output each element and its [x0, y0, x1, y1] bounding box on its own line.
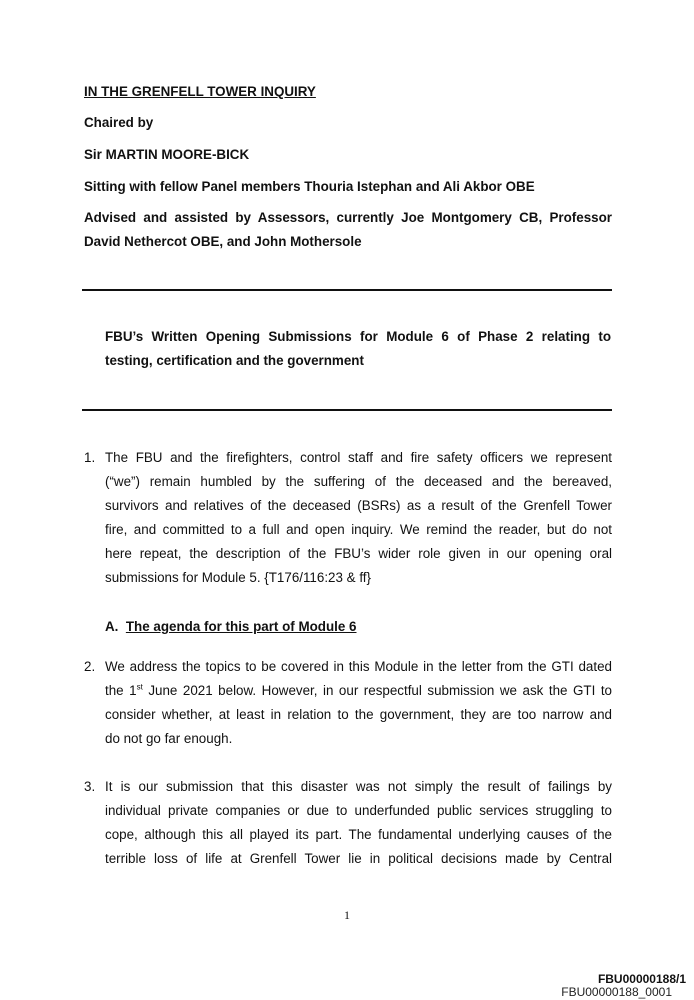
- paragraph-line: individual private companies or due to underfunded public services struggling to: [105, 803, 612, 818]
- paragraph-line: here repeat, the description of the FBU’s wider role given in our opening oral: [105, 546, 612, 561]
- top-divider: [82, 289, 612, 291]
- paragraph-line: We address the topics to be covered in this Module in the letter from the GTI dated: [105, 659, 612, 674]
- paragraph-number: 3.: [84, 779, 96, 794]
- paragraph-number: 2.: [84, 659, 96, 674]
- paragraph-2: [84, 655, 612, 751]
- paragraph-line: survivors and relatives of the deceased (BSRs) as a result of the Grenfell Tower: [105, 498, 612, 513]
- page-number: 1: [344, 908, 350, 922]
- assessors-line-2: David Nethercot OBE, and John Mothersole: [84, 234, 362, 249]
- paragraph-line: do not go far enough.: [105, 731, 233, 746]
- document-id: FBU00000188/1: [597, 972, 686, 986]
- section-heading-a: [105, 615, 357, 639]
- date-rest: June 2021 below. However, in our respectful submission we ask the GTI to: [142, 683, 612, 698]
- paragraph-line: The FBU and the firefighters, control staff and fire safety officers we represent: [105, 450, 612, 465]
- paragraph-line: (“we”) remain humbled by the suffering of the deceased and the bereaved,: [105, 474, 612, 489]
- paragraph-line: submissions for Module 5. {T176/116:23 & ff}: [105, 570, 371, 585]
- paragraph-number: 1.: [84, 450, 96, 465]
- paragraph-line: cope, although this all played its part. The fundamental underlying causes of the: [105, 827, 612, 842]
- subject-line-2: testing, certification and the government: [105, 353, 364, 368]
- inquiry-title: IN THE GRENFELL TOWER INQUIRY: [84, 84, 316, 99]
- section-title: The agenda for this part of Module 6: [125, 619, 357, 634]
- assessors-text-1: Advised and assisted by Assessors, currently Joe Montgomery CB, Professor: [84, 210, 612, 225]
- date-prefix: the 1: [105, 683, 137, 698]
- paragraph-line: It is our submission that this disaster was not simply the result of failings by: [105, 779, 612, 794]
- document-id-overlay: FBU00000188_0001: [561, 985, 672, 999]
- paragraph-line: terrible loss of life at Grenfell Tower lie in political decisions made by Central: [105, 851, 612, 866]
- bottom-divider: [82, 409, 612, 411]
- panel-members: Sitting with fellow Panel members Thouria Istephan and Ali Akbor OBE: [84, 179, 535, 194]
- paragraph-1: [84, 446, 612, 590]
- assessors-line-1: [84, 206, 612, 230]
- chair-name: Sir MARTIN MOORE-BICK: [84, 147, 250, 162]
- section-letter: A.: [105, 619, 119, 634]
- paragraph-line: [105, 679, 612, 703]
- subject-line-1: FBU’s Written Opening Submissions for Module 6 of Phase 2 relating to: [105, 329, 611, 344]
- submission-subject: [105, 325, 611, 373]
- paragraph-3: [84, 775, 612, 871]
- paragraph-line: fire, and committed to a full and open inquiry. We remind the reader, but do not: [105, 522, 612, 537]
- paragraph-line: consider whether, at least in relation to the government, they are too narrow and: [105, 707, 612, 722]
- ordinal-suffix: st: [136, 682, 143, 692]
- chaired-by-label: Chaired by: [84, 115, 154, 130]
